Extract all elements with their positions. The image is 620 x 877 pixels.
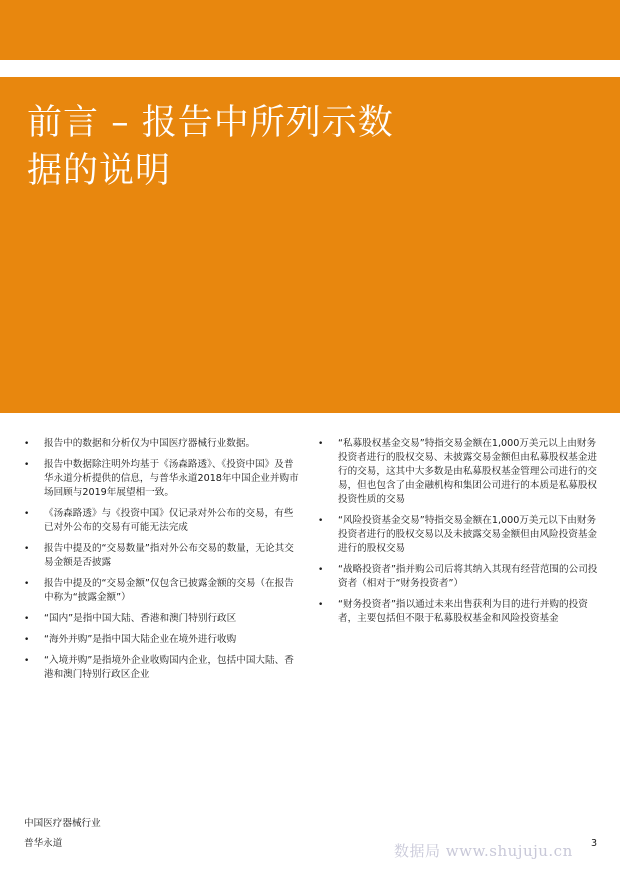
bullet-icon: • xyxy=(318,600,324,610)
bullet-icon: • xyxy=(24,544,30,554)
list-item: • “国内”是指中国大陆、香港和澳门特别行政区 xyxy=(24,613,237,624)
watermark: 数据局 www.shujuju.cn xyxy=(394,842,573,860)
list-item: • “私募股权基金交易”特指交易金额在1,000万美元以上由财务投资者进行的股权交易、未披露交易金额但由私募股权基金进行的交易，这其中大多数是由私募股权基金管理公司进行的交易，但也包含了由金融机构和集团公司进行的本质是私募股权投资性质的交易 xyxy=(318,438,598,505)
bullet-icon: • xyxy=(24,509,30,519)
page-title xyxy=(27,99,587,195)
footer-company-name: 普华永道 xyxy=(24,838,63,849)
divider-strip xyxy=(0,60,620,77)
bullet-icon: • xyxy=(318,516,324,526)
footer-report-name: 中国医疗器械行业 xyxy=(24,818,101,829)
list-item: • “战略投资者”指并购公司后将其纳入其现有经营范围的公司投资者（相对于“财务投资者”） xyxy=(318,564,598,589)
bullet-icon: • xyxy=(318,439,324,449)
list-item: • 报告中提及的“交易金额”仅包含已披露金额的交易（在报告中称为“披露金额”） xyxy=(24,578,294,603)
list-item: • “海外并购”是指中国大陆企业在境外进行收购 xyxy=(24,634,237,645)
bullet-icon: • xyxy=(318,565,324,575)
list-item: • “风险投资基金交易”特指交易金额在1,000万美元以下由财务投资者进行的股权交易以及未披露交易金额但由风险投资基金进行的股权交易 xyxy=(318,515,598,554)
list-item: • 报告中的数据和分析仅为中国医疗器械行业数据。 xyxy=(24,438,256,449)
top-accent-band xyxy=(0,0,620,60)
list-item: • “财务投资者”指以通过未来出售获利为目的进行并购的投资者，主要包括但不限于私募股权基金和风险投资基金 xyxy=(318,599,588,624)
list-item: • “入境并购”是指境外企业收购国内企业，包括中国大陆、香港和澳门特别行政区企业 xyxy=(24,655,294,680)
title-banner xyxy=(0,77,620,413)
right-bullet-list xyxy=(318,437,600,633)
page-title-line-2: 据的说明 xyxy=(27,151,172,191)
bullet-icon: • xyxy=(24,579,30,589)
bullet-icon: • xyxy=(24,439,30,449)
list-item: • 《汤森路透》与《投资中国》仅记录对外公布的交易，有些已对外公布的交易有可能无法完成 xyxy=(24,508,294,533)
page-number: 3 xyxy=(591,838,598,849)
bullet-icon: • xyxy=(24,656,30,666)
bullet-icon: • xyxy=(24,460,30,470)
list-item: • 报告中提及的“交易数量”指对外公布交易的数量，无论其交易金额是否披露 xyxy=(24,543,294,568)
bullet-icon: • xyxy=(24,614,30,624)
left-bullet-list xyxy=(24,437,300,689)
list-item: • 报告中数据除注明外均基于《汤森路透》、《投资中国》及普华永道分析提供的信息，与普华永道2018年中国企业并购市场回顾与2019年展望相一致。 xyxy=(24,459,299,498)
bullet-icon: • xyxy=(24,635,30,645)
page-title-line-1: 前言 – 报告中所列示数 xyxy=(27,103,394,143)
